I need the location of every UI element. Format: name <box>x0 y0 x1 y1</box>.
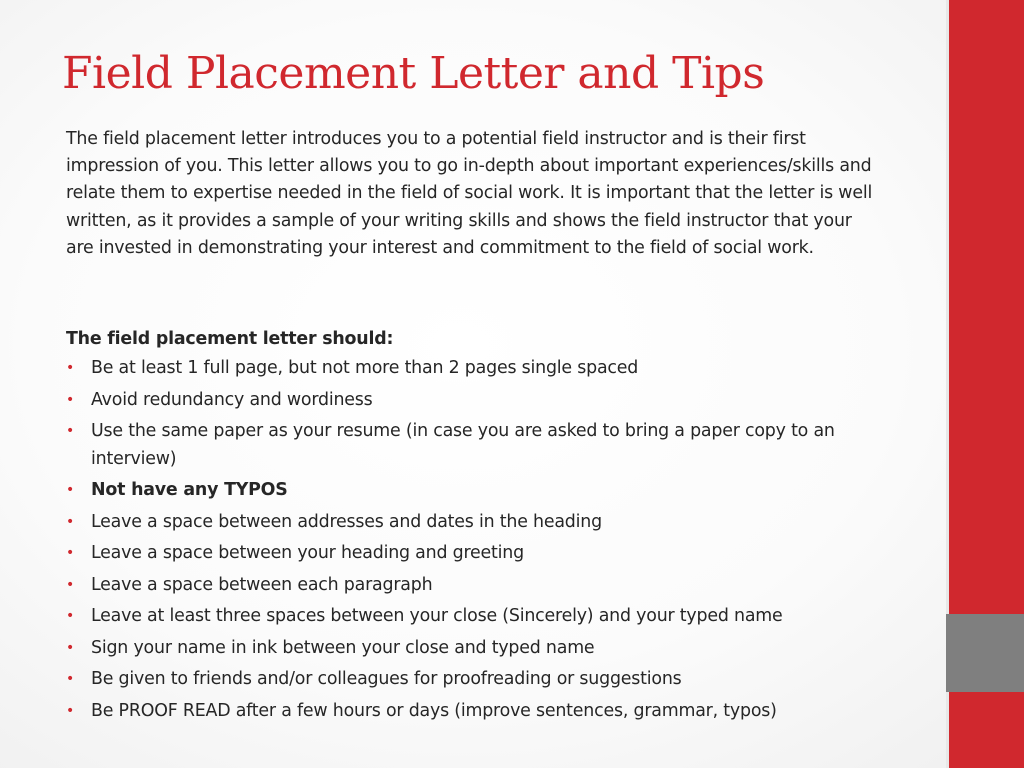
tip-text: Not have any TYPOS <box>91 480 288 500</box>
list-item <box>66 572 876 600</box>
tip-text: Be PROOF READ after a few hours or days (improve sentences, grammar, typos) <box>91 700 777 721</box>
list-item <box>66 666 876 694</box>
list-item <box>66 698 876 726</box>
tip-text: Sign your name in ink between your close and typed name <box>91 637 595 658</box>
bullet-icon: • <box>66 391 75 408</box>
bullet-icon: • <box>66 423 75 439</box>
sidebar-gray-block <box>946 614 1024 692</box>
tip-text: Leave a space between your heading and greeting <box>91 543 524 563</box>
list-item <box>66 477 876 505</box>
tip-text: Be given to friends and/or colleagues for proofreading or suggestions <box>91 669 682 689</box>
tip-text: Leave a space between each paragraph <box>91 574 433 595</box>
list-item <box>66 509 876 537</box>
bullet-icon: • <box>66 671 75 687</box>
list-item <box>66 635 876 663</box>
list-item <box>66 603 876 631</box>
bullet-icon: • <box>66 576 75 593</box>
bullet-icon: • <box>66 702 75 719</box>
tips-list <box>66 355 876 729</box>
bullet-icon: • <box>66 639 75 656</box>
tip-text: Leave at least three spaces between your close (Sincerely) and your typed name <box>91 606 783 626</box>
list-heading: The field placement letter should: <box>66 329 394 349</box>
bullet-icon: • <box>66 545 75 561</box>
list-item <box>66 355 876 383</box>
slide-title: Field Placement Letter and Tips <box>62 48 765 99</box>
list-item <box>66 540 876 568</box>
tip-text: Leave a space between addresses and dates in the heading <box>91 511 602 532</box>
bullet-icon: • <box>66 608 75 624</box>
accent-sidebar <box>946 0 1024 768</box>
intro-paragraph: The field placement letter introduces you to a potential field instructor and is their first impression of you. This letter allows you to go in-depth about important experiences/skills and relate them to expertise needed in the field of social work. It is important that the letter is well written, as it provides a sample of your writing skills and shows the field instructor that your are invested in demonstrating your interest and commitment to the field of social work. <box>66 129 873 258</box>
bullet-icon: • <box>66 482 75 498</box>
list-item <box>66 418 876 473</box>
tip-text: Avoid redundancy and wordiness <box>91 389 373 410</box>
tip-text: Use the same paper as your resume (in case you are asked to bring a paper copy to an interview) <box>91 421 835 469</box>
bullet-icon: • <box>66 513 75 530</box>
list-item <box>66 387 876 415</box>
bullet-icon: • <box>66 360 75 376</box>
tip-text: Be at least 1 full page, but not more than 2 pages single spaced <box>91 358 639 378</box>
